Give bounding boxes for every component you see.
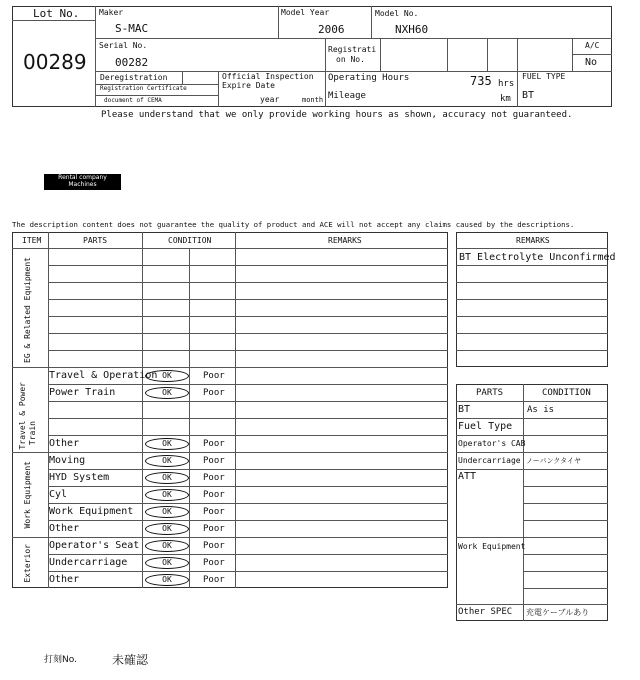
ok-mark: OK	[145, 523, 189, 535]
cema-label: document of CEMA	[104, 97, 162, 104]
right-row-other-spec: Other SPEC	[458, 607, 513, 617]
section-eg: EG & Related Equipment	[23, 257, 32, 363]
rental-company-badge	[44, 174, 121, 190]
hrs-unit: hrs	[498, 79, 515, 89]
inspection-label: Official Inspection	[222, 72, 314, 81]
poor-label: Poor	[203, 456, 225, 466]
operating-hours-value: 735	[470, 74, 492, 88]
ok-mark: OK	[145, 540, 189, 552]
serial-label: Serial No.	[99, 41, 148, 50]
model-year-label: Model Year	[281, 8, 330, 17]
ac-label: A/C	[585, 41, 600, 50]
model-no-label: Model No.	[375, 9, 419, 18]
poor-label: Poor	[203, 524, 225, 534]
poor-label: Poor	[203, 558, 225, 568]
right-row-work-equipment: Work Equipment	[458, 542, 526, 551]
ok-mark: OK	[145, 472, 189, 484]
poor-label: Poor	[203, 541, 225, 551]
poor-label: Poor	[203, 388, 225, 398]
remark-bt-electrolyte: BT Electrolyte Unconfirmed	[459, 252, 616, 263]
right-row-operators-cab: Operator's CAB	[458, 439, 526, 448]
deregistration-label: Deregistration	[100, 73, 168, 82]
main-table-frame	[12, 232, 448, 588]
poor-label: Poor	[203, 439, 225, 449]
header-condition: CONDITION	[168, 236, 212, 245]
ok-mark: OK	[145, 506, 189, 518]
operating-hours-label: Operating Hours	[328, 73, 410, 83]
section-travel-2: Train	[28, 420, 37, 446]
ok-mark: OK	[145, 574, 189, 586]
disclaimer-text: The description content does not guarantee the quality of product and ACE will not accept any claims caused by the descriptions.	[12, 220, 575, 229]
row-other-exterior: Other	[49, 574, 80, 585]
model-no-value: NXH60	[395, 23, 429, 36]
row-power-train: Power Train	[49, 387, 116, 398]
row-cyl: Cyl	[49, 489, 68, 500]
right-row-fuel-type: Fuel Type	[458, 421, 513, 432]
lot-no-label: Lot No.	[33, 7, 80, 20]
registration-label: Registrati	[328, 45, 377, 54]
model-year-value: 2006	[318, 23, 345, 36]
ok-mark: OK	[145, 387, 189, 399]
notice-text: Please understand that we only provide working hours as shown, accuracy not guaranteed.	[101, 110, 573, 120]
row-moving: Moving	[49, 455, 86, 466]
poor-label: Poor	[203, 575, 225, 585]
fuel-type-label: FUEL TYPE	[522, 72, 566, 81]
poor-label: Poor	[203, 473, 225, 483]
section-exterior: Exterior	[23, 543, 32, 583]
badge-line-2: Machines	[68, 181, 97, 188]
ok-mark: OK	[145, 557, 189, 569]
right-remarks-header: REMARKS	[516, 236, 550, 245]
fuel-type-value: BT	[522, 90, 535, 101]
km-unit: km	[500, 94, 511, 104]
badge-line-1: Rental company	[58, 174, 107, 181]
header-item: ITEM	[22, 236, 42, 245]
right-row-att: ATT	[458, 471, 477, 482]
right-row-other-spec-condition: 充電ケーブルあり	[526, 608, 590, 617]
right-condition-header: CONDITION	[542, 388, 591, 398]
row-operators-seat: Operator's Seat	[49, 540, 140, 551]
poor-label: Poor	[203, 507, 225, 517]
year-label: year	[260, 95, 280, 104]
right-row-bt: BT	[458, 404, 471, 415]
registration-label-2: on No.	[336, 55, 365, 64]
ok-mark: OK	[145, 455, 189, 467]
ok-mark: OK	[145, 438, 189, 450]
row-undercarriage: Undercarriage	[49, 557, 128, 568]
maker-label: Maker	[99, 8, 124, 17]
stamp-value: 未確認	[112, 653, 149, 667]
section-work: Work Equipment	[23, 461, 32, 529]
right-row-undercarriage: Undercarriage	[458, 456, 521, 465]
lot-number: 00289	[23, 50, 87, 74]
right-row-undercarriage-condition: ノーパンクタイヤ	[526, 457, 582, 465]
header-parts: PARTS	[83, 236, 108, 245]
right-parts-header: PARTS	[476, 388, 504, 398]
row-travel-operation: Travel & Operation	[49, 370, 158, 381]
month-label: month	[302, 96, 324, 104]
ok-mark: OK	[145, 370, 189, 382]
maker-value: S-MAC	[115, 22, 149, 35]
section-travel: Travel & Power	[18, 382, 27, 450]
serial-value: 00282	[115, 56, 149, 69]
ac-value: No	[585, 57, 598, 68]
row-hyd-system: HYD System	[49, 472, 110, 483]
ok-mark: OK	[145, 489, 189, 501]
stamp-label: 打刻No.	[44, 655, 77, 665]
row-other-work: Other	[49, 523, 80, 534]
header-remarks: REMARKS	[328, 236, 362, 245]
poor-label: Poor	[203, 371, 225, 381]
poor-label: Poor	[203, 490, 225, 500]
registration-cert-label: Registration Certificate	[100, 85, 187, 92]
mileage-label: Mileage	[328, 91, 366, 101]
right-row-bt-condition: As is	[527, 405, 555, 415]
row-other-travel: Other	[49, 438, 80, 449]
row-work-equipment: Work Equipment	[49, 506, 134, 517]
inspection-label-2: Expire Date	[222, 81, 275, 90]
